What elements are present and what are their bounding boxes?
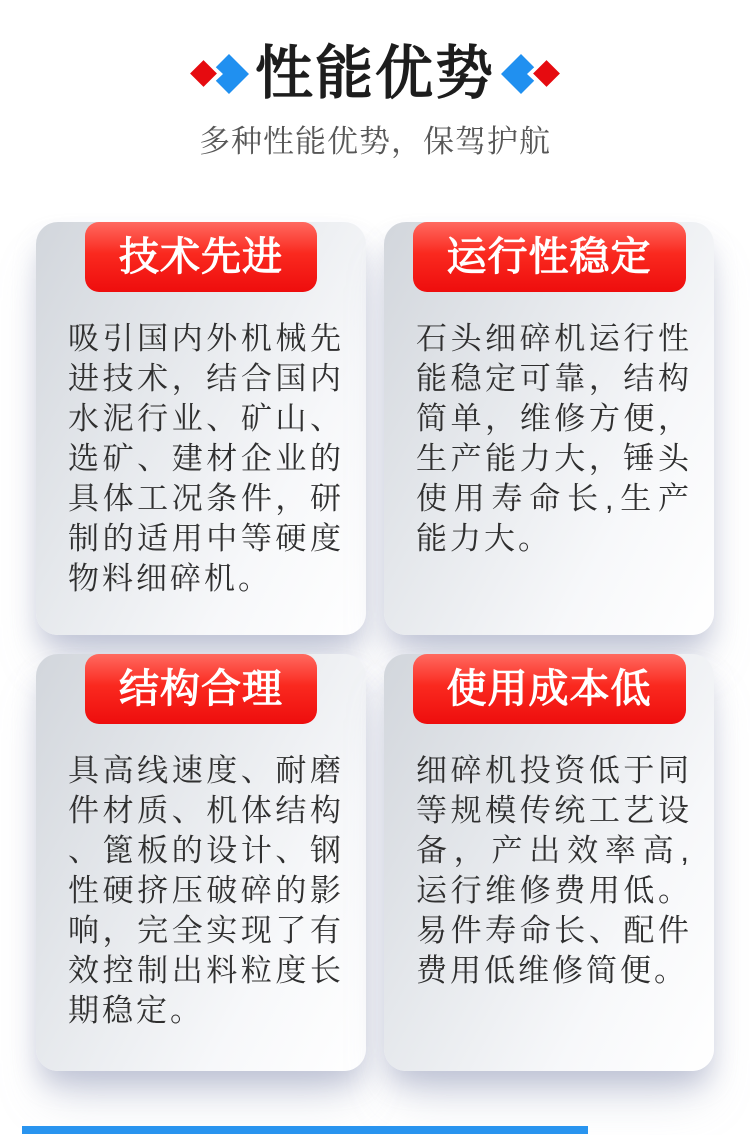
- advantage-card-technology: [36, 222, 366, 635]
- card-body-text: 具高线速度、耐磨件材质、机体结构、篦板的设计、钢性硬挤压破碎的影响，完全实现了有效控制出料粒度长期稳定。: [68, 753, 344, 1028]
- section-header: [0, 0, 750, 164]
- advantage-card-cost: [384, 654, 714, 1071]
- card-title-ribbon: 技术先进: [85, 222, 317, 292]
- title-decor-left: [191, 52, 249, 96]
- advantage-card-stability: [384, 222, 714, 635]
- section-subtitle: 多种性能优势，保驾护航: [199, 124, 551, 159]
- card-title-ribbon: 使用成本低: [413, 654, 686, 724]
- advantage-card-structure: [36, 654, 366, 1071]
- red-diamond-icon: [533, 60, 560, 87]
- card-body-text: 石头细碎机运行性能稳定可靠，结构简单，维修方便，生产能力大，锤头使用寿命长,生产能力大。: [416, 321, 692, 556]
- card-body-text: 细碎机投资低于同等规模传统工艺设备，产出效率高,运行维修费用低。易件寿命长、配件费用低维修简便。: [416, 753, 692, 988]
- advantage-grid: [0, 222, 750, 1071]
- page-title: 性能优势: [254, 41, 495, 106]
- title-decor-right: [501, 52, 559, 96]
- next-section-accent-bar: [22, 1126, 588, 1134]
- card-body-text: 吸引国内外机械先进技术，结合国内水泥行业、矿山、选矿、建材企业的具体工况条件，研制的适用中等硬度物料细碎机。: [68, 321, 344, 596]
- red-diamond-icon: [190, 60, 217, 87]
- card-title-ribbon: 结构合理: [85, 654, 317, 724]
- card-title-ribbon: 运行性稳定: [413, 222, 686, 292]
- title-row: [0, 42, 750, 106]
